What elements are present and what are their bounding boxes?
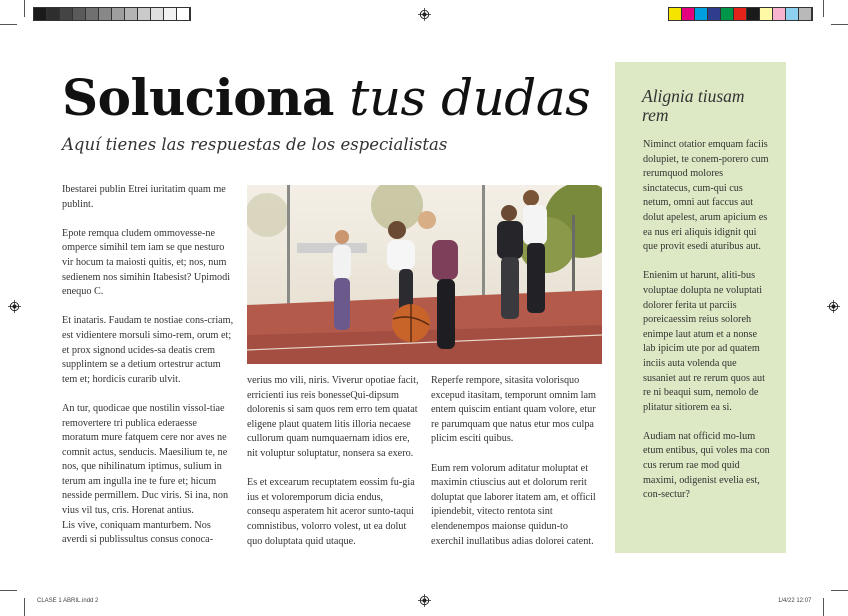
paragraph: Epote remqua cludem ommovesse-ne omperce simihil tem iam se que nesturo vir hocum ta maiosti quitis, et; nos, num sedienem nos simihin Itabesist? Upimodi enequo C. [62, 227, 231, 298]
paragraph: An tur, quodicae que nostilin vissol-tiae removertere tri publica ederaesse moratum mure fatquem cere nor aves ne comnit actus, senducis. Maesilium te, ne nos, que nihilinatum iptimus, sulium in terum am ingulla ine te fure et; hicum nesside permillem. Duc viris. Si ina, non vius vil tus, cris. Horenat antius. [62, 402, 229, 517]
grayscale-swatch [112, 8, 125, 20]
registration-mark-icon [827, 300, 840, 313]
registration-mark-icon [418, 594, 431, 607]
color-swatch [786, 8, 799, 20]
paragraph: Lis vive, coniquam manturbem. Nos averdi si publissultus consus conoca- [62, 519, 214, 546]
color-swatch [734, 8, 747, 20]
grayscale-swatch [73, 8, 86, 20]
grayscale-swatch [99, 8, 112, 20]
paragraph: Reperfe rempore, sitasita volorisquo excepud itasitam, temporunt omnim lam entem quiscim entiant quam volore, etur re parumquam que natus etur mos culpa plicim esciti quibus. [431, 375, 596, 445]
text-column-3 [431, 374, 603, 564]
color-swatch [721, 8, 734, 20]
paragraph: Audiam nat officid mo-lum etum entibus, qui voles ma con cus rerum rae mod quid maximi, odigenist evelia est, con-sectur? [643, 430, 770, 501]
paragraph: Enienim ut harunt, aliti-bus voluptae dolupta ne voluptati dolorer ferita ut parciis poreicaessim reius soloreh enimpe laut atum et a nonse lab ipicim ute por ad quatem inciis auta volenda que susaniet aut re rerum quos aut re ni beaqui sum, nemolo de plitatur sitiorem ea si. [643, 270, 765, 413]
subtitle: Aquí tienes las respuestas de los especialistas [62, 135, 448, 154]
color-swatch [773, 8, 786, 20]
crop-mark [0, 590, 17, 591]
grayscale-swatch [177, 8, 190, 20]
color-swatch [799, 8, 812, 20]
crop-mark [831, 24, 848, 25]
sidebar-text [643, 138, 771, 517]
text-column-2 [247, 374, 419, 564]
crop-mark [823, 0, 824, 17]
grayscale-swatch [47, 8, 60, 20]
paragraph: Et inataris. Faudam te nostiae cons-criam, est vidientere morsuli simo-rem, orum et; et prox signond ucides-sa deatis crem supplintem se a detium ortestrur actum tem et; hordicis curarib ulvit. [62, 315, 234, 385]
color-swatch [747, 8, 760, 20]
basketball-photo [247, 185, 602, 364]
registration-mark-icon [8, 300, 21, 313]
title-strong: Soluciona [62, 68, 334, 127]
paragraph: Es et excearum recuptatem eossim fu-gia ius et voloremporum dicia endus, consequ asperatem hit aceror sunto-taqui comnistibus, volorro volest, ut ea dolut quo doluptata quid utaque. [247, 477, 415, 547]
crop-mark [823, 598, 824, 616]
crop-mark [831, 590, 848, 591]
grayscale-swatch [86, 8, 99, 20]
color-swatch [669, 8, 682, 20]
sidebar-title: Alignia tiusam rem [642, 86, 745, 125]
color-swatch [695, 8, 708, 20]
grayscale-swatch [125, 8, 138, 20]
slug-left: CLASE 1 ABRIL.indd 2 [37, 598, 99, 604]
crop-mark [0, 24, 17, 25]
grayscale-swatch [34, 8, 47, 20]
grayscale-swatch [151, 8, 164, 20]
color-bar [668, 7, 813, 21]
color-swatch [682, 8, 695, 20]
paragraph: Eum rem volorum aditatur moluptat et maximin ctiuscius aut et dolorum rerit doluptat que laborer itatem am, et officil ipiendebit, vitecto rentota sint elendenempos maionse quidun-to exerchil inullatibus adias dolorei catent. [431, 462, 596, 547]
paragraph: Ibestarei publin Etrei iuritatim quam me publint. [62, 184, 226, 210]
paragraph: verius mo vili, niris. Viverur opotiae facit, erricienti ius reis bonesseQui-dipsum dolorenis si sam quos rem erro tem quatat eligene plaut quatem litis illoria necaese cullorum quam numquaernam idios ere, nit voluptur soluptatur, nonsera sa exero. [247, 375, 419, 459]
text-column-1 [62, 183, 234, 562]
page-title [62, 68, 590, 128]
grayscale-bar [33, 7, 191, 21]
color-swatch [708, 8, 721, 20]
grayscale-swatch [164, 8, 177, 20]
title-italic: tus dudas [349, 69, 591, 127]
registration-mark-icon [418, 8, 431, 21]
color-swatch [760, 8, 773, 20]
paragraph: Niminct otatior emquam faciis dolupiet, te conem-porero cum rerumquod molores sinctatecus, cum-qui cus netum, omni aut faccus aut dolut apelest, arum apicium es ea nus eri aliquis idignit qui que provit esedi aturibus aut. [643, 139, 769, 253]
crop-mark [24, 0, 25, 17]
grayscale-swatch [138, 8, 151, 20]
slug-right: 1/4/22 12:07 [778, 598, 812, 604]
grayscale-swatch [60, 8, 73, 20]
crop-mark [24, 598, 25, 616]
